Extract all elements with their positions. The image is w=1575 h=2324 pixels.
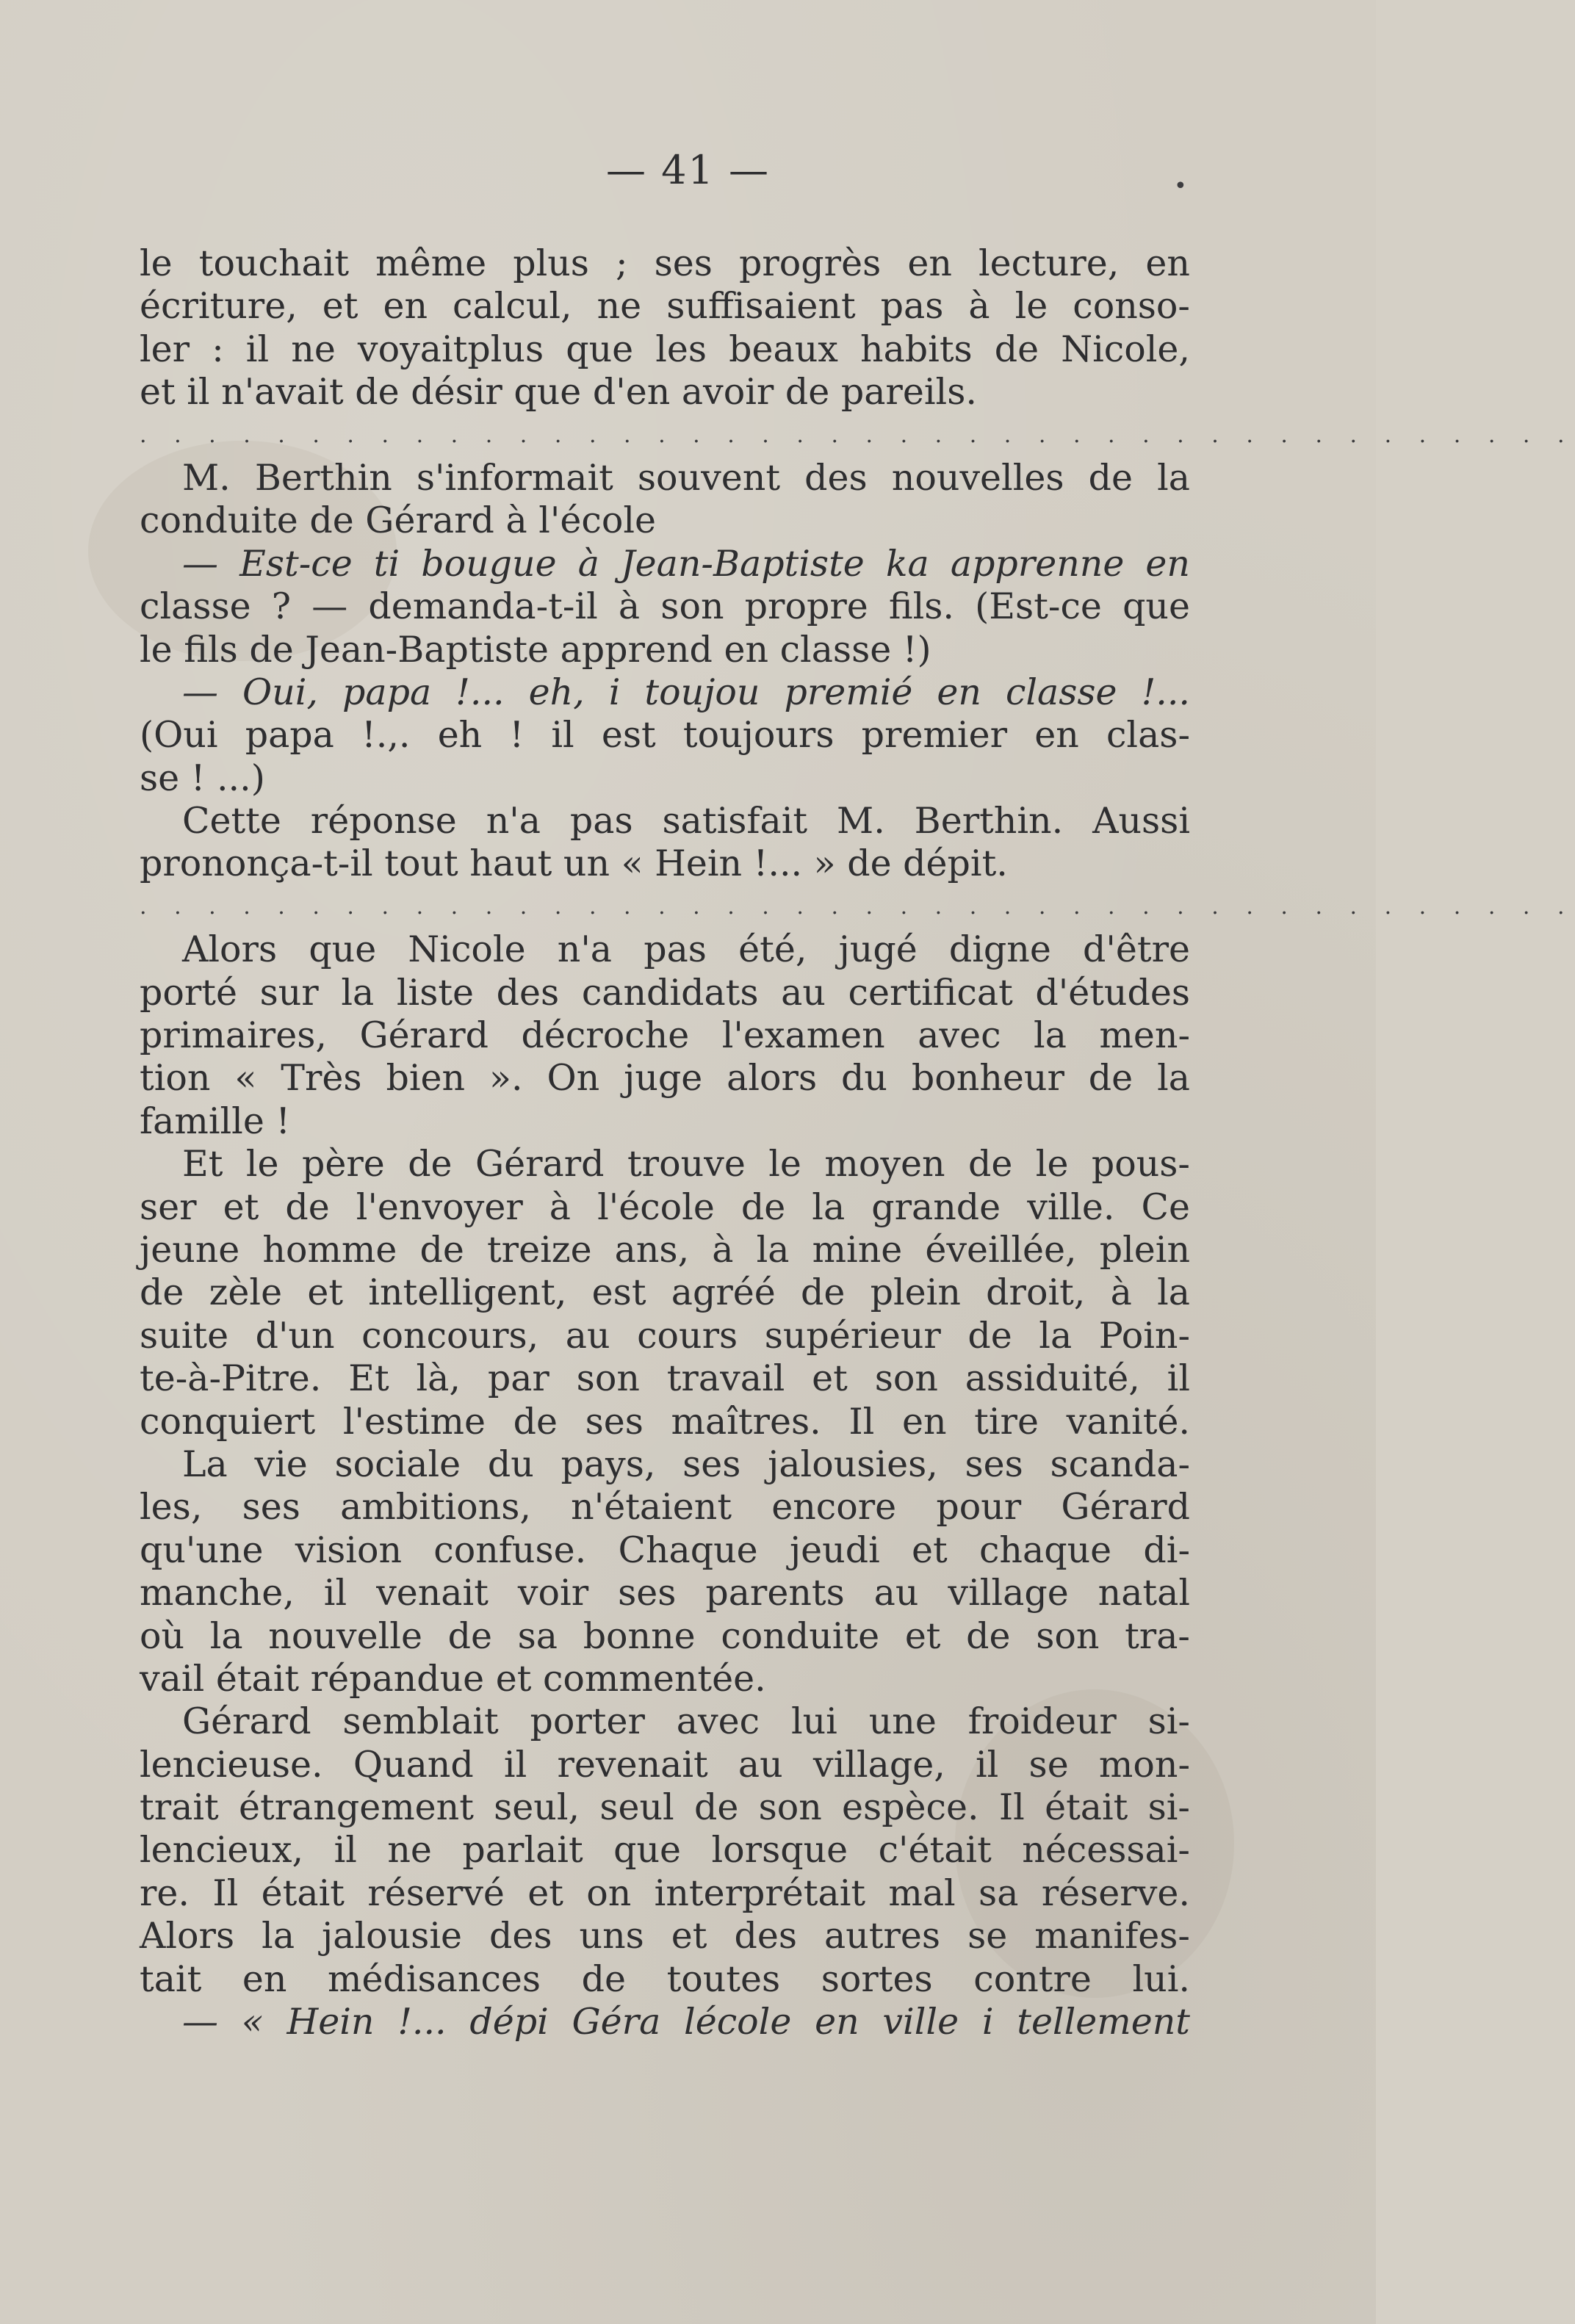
text-line: et il n'avait de désir que d'en avoir de pareils. <box>140 371 977 414</box>
section-separator: . . . . . . . . . . . . . . . . . . . . . . . . . . . . . . . . . . . . . . . . . . <box>140 422 1575 448</box>
text-line: vail était répandue et commentée. <box>140 1657 766 1700</box>
text-line: — Oui, papa !... eh, i toujou premié en classe !... <box>182 671 1190 713</box>
text-line: famille ! <box>140 1100 291 1142</box>
text-line: M. Berthin s'informait souvent des nouvelles de la <box>182 456 1190 499</box>
text-line: (Oui papa !.,. eh ! il est toujours premier en clas- <box>140 714 1190 757</box>
text-line: Gérard semblait porter avec lui une froideur si- <box>182 1700 1190 1743</box>
body-text <box>140 242 1575 2043</box>
text-line: classe ? — demanda-t-il à son propre fils. (Est-ce que <box>140 585 1190 628</box>
text-line: conduite de Gérard à l'école <box>140 499 656 542</box>
text-line: manche, il venait voir ses parents au village natal <box>140 1572 1190 1614</box>
text-line: où la nouvelle de sa bonne conduite et de son tra- <box>140 1614 1190 1657</box>
text-line: — « Hein !... dépi Géra lécole en ville i tellement <box>182 2001 1190 2043</box>
page-number: — 41 — <box>605 147 771 193</box>
text-line: ler : il ne voyaitplus que les beaux habits de Nicole, <box>140 328 1190 370</box>
text-line: suite d'un concours, au cours supérieur de la Poin- <box>140 1314 1190 1357</box>
text-line: Et le père de Gérard trouve le moyen de le pous- <box>182 1143 1190 1186</box>
text-line: tait en médisances de toutes sortes contre lui. <box>140 1957 1190 2000</box>
text-line: trait étrangement seul, seul de son espèce. Il était si- <box>140 1786 1190 1829</box>
text-line: lencieux, il ne parlait que lorsque c'était nécessai- <box>140 1829 1190 1872</box>
text-line: écriture, et en calcul, ne suffisaient pas à le conso- <box>140 285 1190 328</box>
text-line: Alors que Nicole n'a pas été, jugé digne d'être <box>182 928 1190 971</box>
text-line: Alors la jalousie des uns et des autres se manifes- <box>140 1915 1190 1957</box>
text-line: prononça-t-il tout haut un « Hein !... » de dépit. <box>140 842 1008 885</box>
text-line: le touchait même plus ; ses progrès en lecture, en <box>140 242 1190 284</box>
text-line: Cette réponse n'a pas satisfait M. Berthin. Aussi <box>182 800 1190 842</box>
section-separator: . . . . . . . . . . . . . . . . . . . . . . . . . . . . . . . . . . . . . . . . . . <box>140 893 1575 920</box>
ink-speck: • <box>1174 173 1187 199</box>
text-line: jeune homme de treize ans, à la mine éveillée, plein <box>140 1228 1190 1271</box>
text-line: La vie sociale du pays, ses jalousies, ses scanda- <box>182 1443 1190 1485</box>
text-line: qu'une vision confuse. Chaque jeudi et chaque di- <box>140 1529 1190 1571</box>
text-line: tion « Très bien ». On juge alors du bonheur de la <box>140 1057 1190 1100</box>
text-line: — Est-ce ti bougue à Jean-Baptiste ka apprenne en <box>182 542 1190 585</box>
text-line: te-à-Pitre. Et là, par son travail et son assiduité, il <box>140 1357 1190 1400</box>
text-line: de zèle et intelligent, est agréé de plein droit, à la <box>140 1271 1190 1314</box>
text-line: les, ses ambitions, n'étaient encore pour Gérard <box>140 1486 1190 1529</box>
text-line: ser et de l'envoyer à l'école de la grande ville. Ce <box>140 1186 1190 1228</box>
text-line: primaires, Gérard décroche l'examen avec la men- <box>140 1014 1190 1057</box>
text-line: re. Il était réservé et on interprétait mal sa réserve. <box>140 1872 1190 1914</box>
text-line: se ! ...) <box>140 757 265 799</box>
text-line: lencieuse. Quand il revenait au village, il se mon- <box>140 1743 1190 1786</box>
text-line: conquiert l'estime de ses maîtres. Il en tire vanité. <box>140 1400 1190 1443</box>
text-line: le fils de Jean-Baptiste apprend en classe !) <box>140 628 931 671</box>
text-line: porté sur la liste des candidats au certificat d'études <box>140 971 1190 1014</box>
